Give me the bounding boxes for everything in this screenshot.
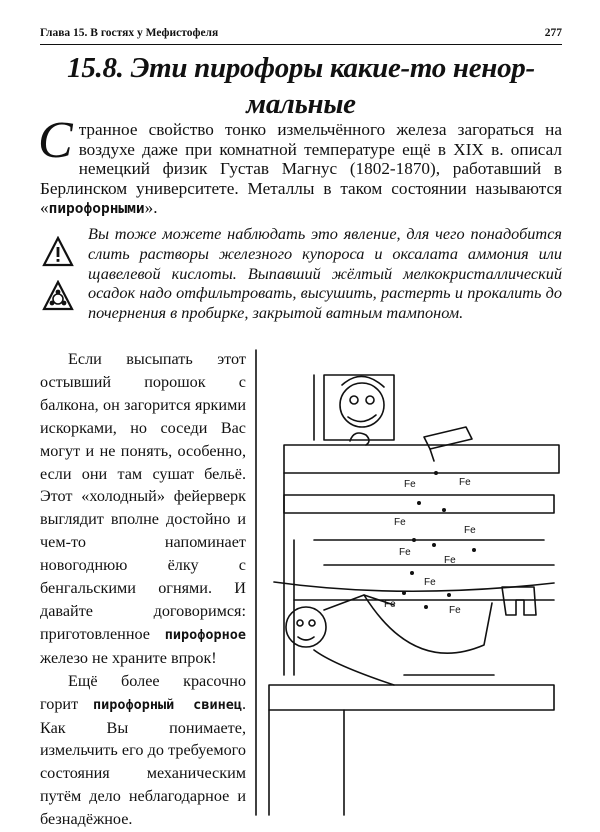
experiment-text: Вы тоже можете наблюдать это явление, для чего понадобится слить растворы железного купороса и оксалата аммония или щавелевой кислоты. Выпавший жёлтый мелкокристаллический осадок надо отфильтровать, высушить, растерть и прокалить до почернения в пробирке, закрытой ватным тампоном.	[88, 224, 562, 323]
balcony-illustration	[254, 345, 564, 820]
body-text-1b: железо не храните впрок!	[40, 648, 217, 667]
lead-paragraph	[38, 112, 562, 220]
lead-text-1: транное свойство тонко измельчённого железа загораться на воздухе даже при комнатной температуре ещё в XIX в. описал немецкий физик Густав Магнус (1802-1870), работавший в Берлинском университете. Металлы в таком состоянии называются «	[40, 120, 562, 217]
page-number: 277	[544, 27, 562, 39]
term-pyrophoric-iron: пирофорное	[164, 626, 246, 643]
body-paragraph-1	[40, 348, 246, 670]
drop-cap: С	[38, 112, 73, 169]
chapter-title: Глава 15. В гостях у Мефистофеля	[40, 27, 219, 39]
section-title	[40, 50, 562, 122]
section-title-line2: мальные	[246, 88, 356, 120]
lead-text-2: ».	[144, 198, 158, 217]
spark-label: Fe	[449, 605, 461, 616]
term-pyrophoric: пирофорными	[48, 201, 145, 217]
body-text-1a: Если высыпать этот остывший порошок с балкона, он загорится яркими искорками, но соседи Вас могут и не понять, особенно, если они там сушат бельё. Этот «холодный» фейерверк выглядит вполне достойно и чем-то напоминает новогоднюю ёлку с бенгальскими огнями. И давайте договоримся: приготовленное	[40, 350, 246, 643]
spark-label: Fe	[459, 477, 471, 488]
spark-label: Fe	[424, 577, 436, 588]
body-column	[40, 348, 246, 831]
spark-label: Fe	[464, 525, 476, 536]
spark-label: Fe	[394, 517, 406, 528]
section-title-line1: 15.8. Эти пирофоры какие-то ненор-	[67, 52, 535, 84]
running-header	[40, 26, 562, 45]
experiment-note	[40, 224, 562, 323]
spark-labels	[384, 477, 476, 616]
spark-label: Fe	[404, 479, 416, 490]
spark-label: Fe	[444, 555, 456, 566]
body-paragraph-2	[40, 670, 246, 831]
body-text-2b: . Как Вы понимаете, измельчить его до требуемого состояния механическим путём дело неблагодарное и безнадёжное.	[40, 694, 246, 829]
spark-label: Fe	[399, 547, 411, 558]
term-pyrophoric-lead: пирофорный свинец	[93, 696, 242, 713]
spark-label: Fe	[384, 599, 396, 610]
body-text-2a: Ещё более красочно горит	[40, 671, 246, 713]
